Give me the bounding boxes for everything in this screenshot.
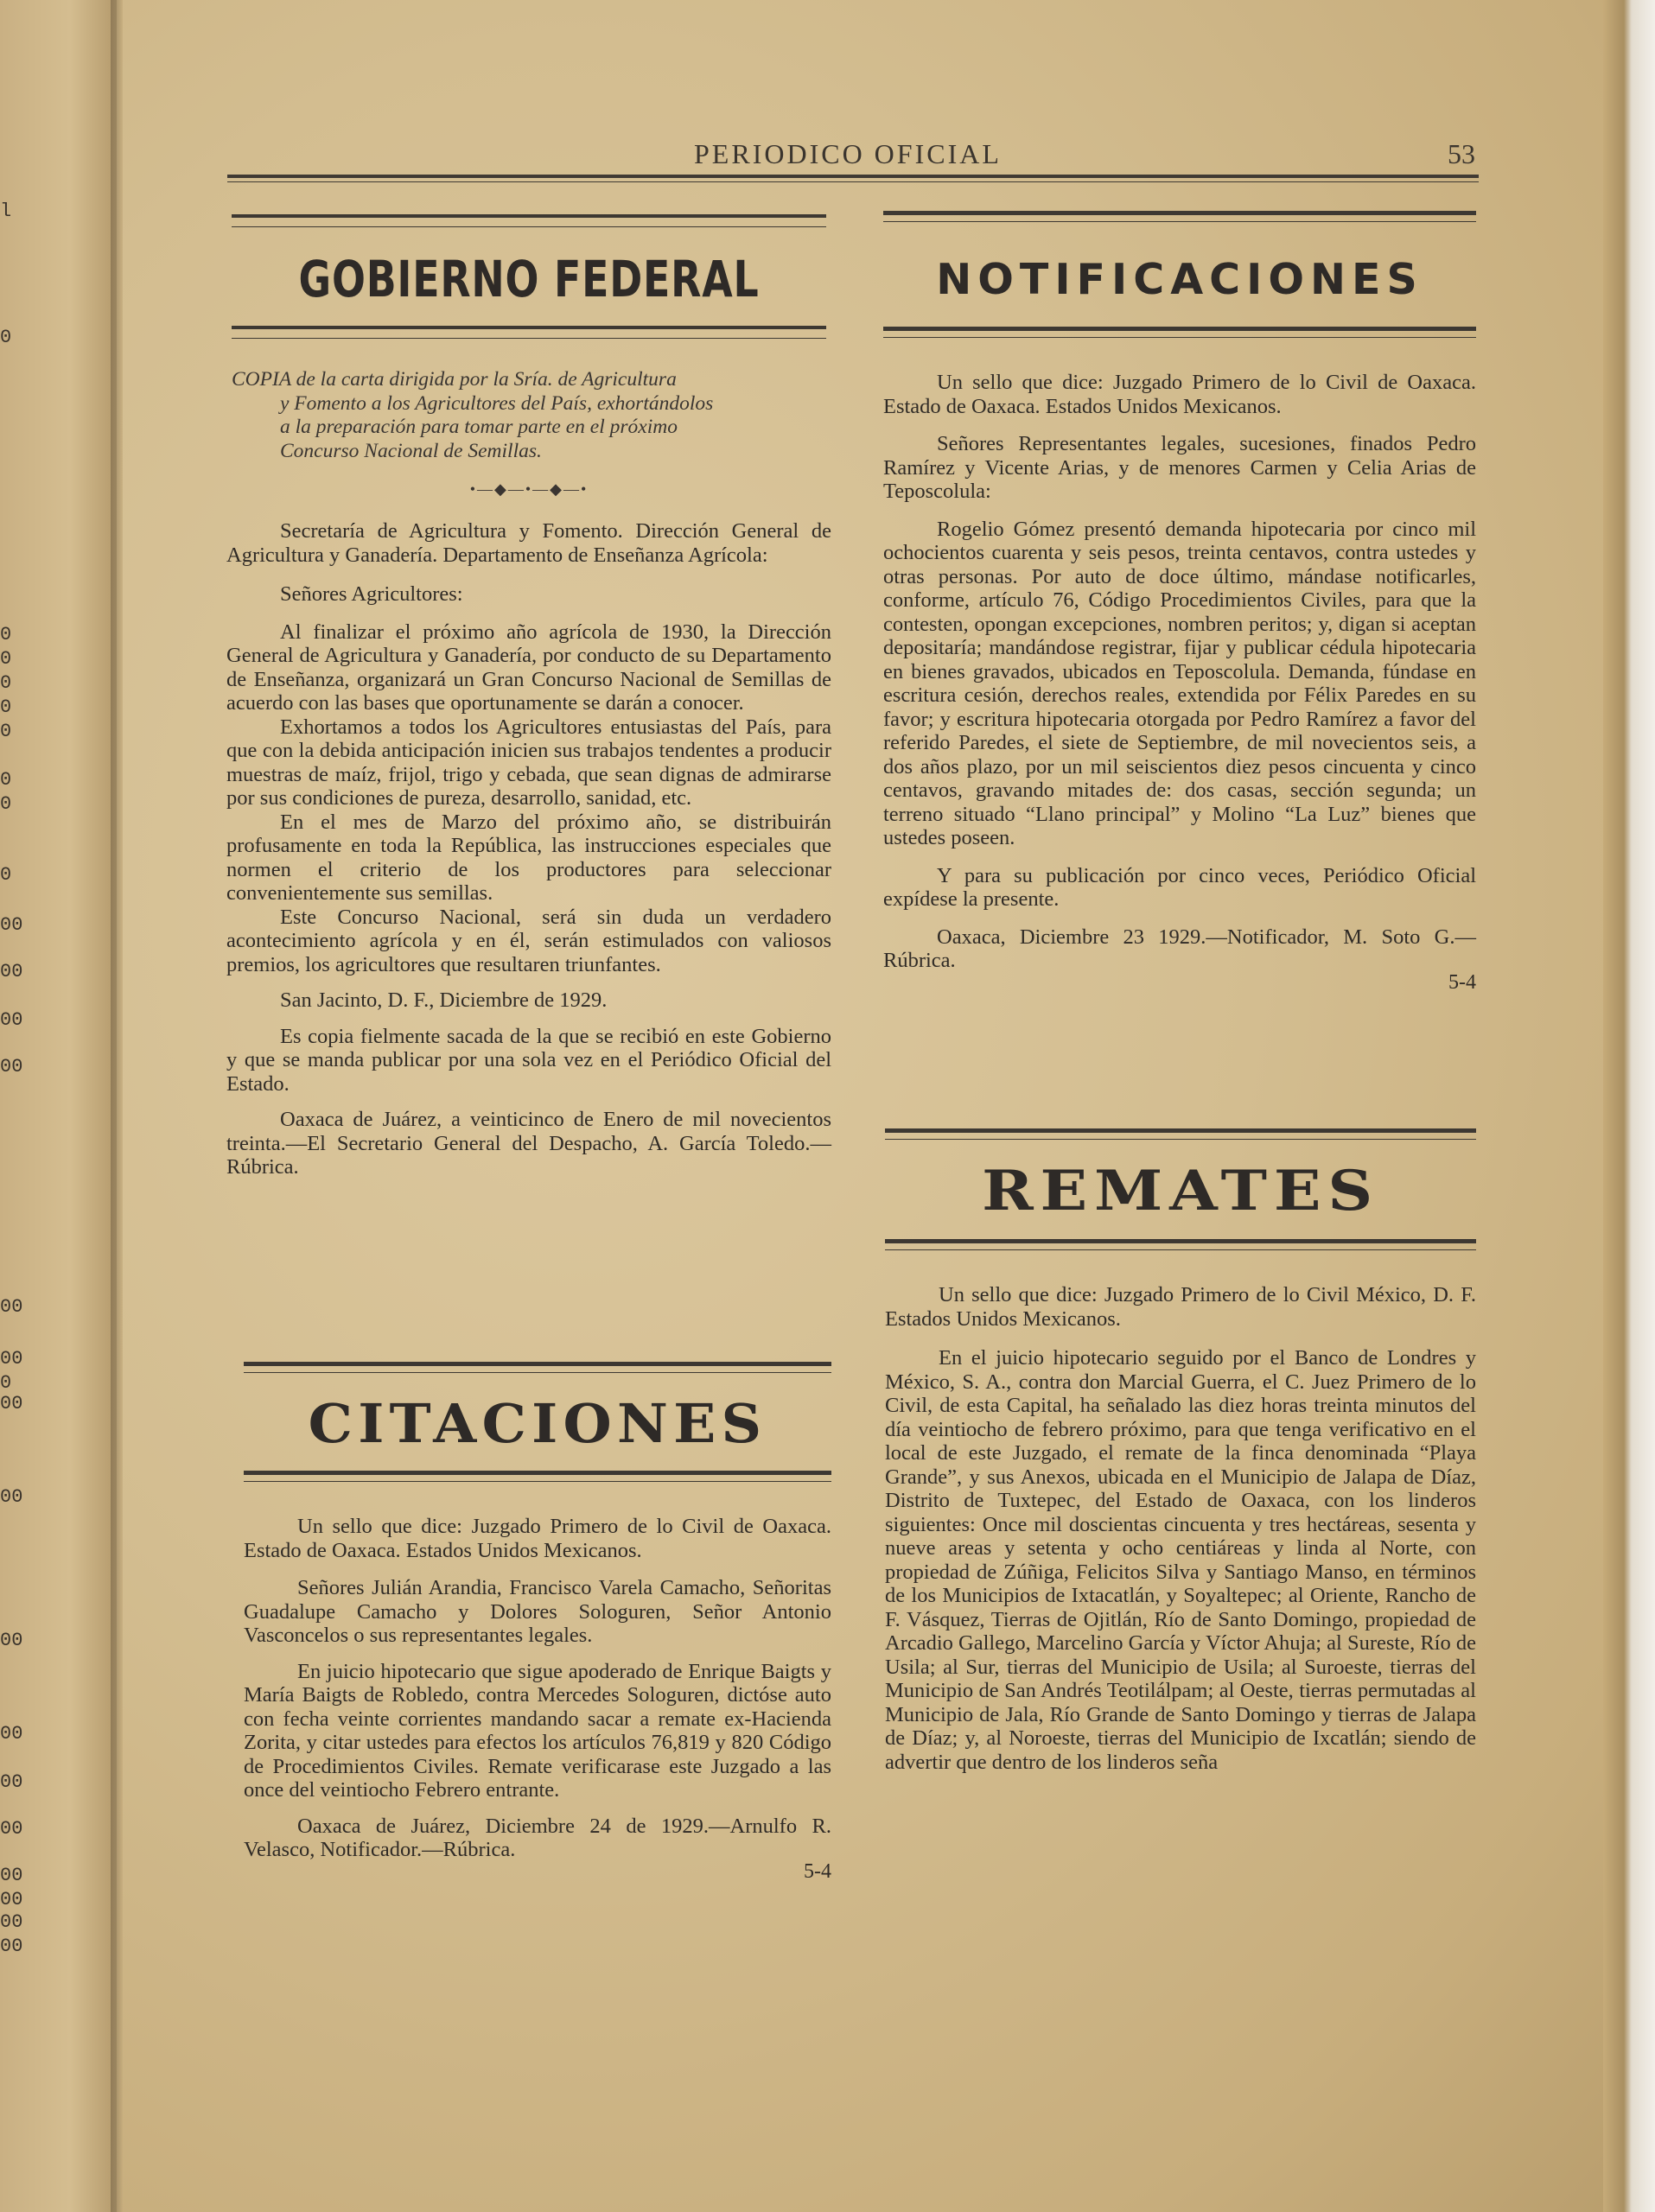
margin-number: 00 [0,1936,23,1957]
paragraph: Señores Representantes legales, sucesiones, finados Pedro Ramírez y Vicente Arias, y de menores Carmen y Celia Arias de Teposcolula: [883,432,1476,503]
paragraph: Rogelio Gómez presentó demanda hipotecaria por cinco mil ochocientos cuarenta y seis pesos, treinta centavos, contra ustedes y otras personas. Por auto de doce último, mándase notificarles, conforme, artículo 76, Código Procedimientos Civiles, para que la contesten, opongan excepciones, nombren peritos; y, digan si aceptan depositaría; mandándose registrar, fijar y publicar cédula hipotecaria en bienes gravados, ubicados en Teposcolula. Demanda, fúndase en escritura cesión, derechos reales, extendida por Félix Paredes en su favor; y escritura hipotecaria otorgada por Pedro Ramírez a favor del referido Paredes, el siete de Septiembre, de mil novecientos seis, a dos años plazo, por un mil seiscientos diez pesos cincuenta y cinco centavos, gravando mitades de: dos casas, sección segunda; un terreno situado “Llano principal” y Molino “La Luz” bienes que ustedes poseen. [883,517,1476,849]
intro-line: y Fomento a los Agricultores del País, exhortándolos [280,391,714,415]
paragraph: Este Concurso Nacional, será sin duda un verdadero acontecimiento agrícola y en él, serán estimulados con valiosos premios, los agricultores que resultaren triunfantes. [226,905,831,976]
notificaciones-title: NOTIFICACIONES [936,255,1423,304]
margin-number: 00 [0,1348,23,1370]
newspaper-title: PERIODICO OFICIAL [694,138,1002,169]
paragraph: Al finalizar el próximo año agrícola de 1930, la Dirección General de Agricultura y Ganadería, por conducto de su Departamento de Enseñanza, organizará un Gran Concurso Nacional de Semillas de acuerdo con las bases que oportunamente se darán a conocer. [226,620,831,715]
margin-number: 0 [0,624,12,645]
remates-section [885,1128,1476,1774]
paragraph: En juicio hipotecario que sigue apoderado de Enrique Baigts y María Baigts de Robledo, contra Mercedes Sologuren, dictóse auto con fecha veinte corrientes mandando sacar a remate ex-Hacienda Zorita, y citar ustedes para efectos los artículos 76,819 y 820 Código de Procedimientos Civiles. Remate verificarase este Juzgado a las once del veintiocho Febrero entrante. [244,1659,831,1802]
section-rule [244,1471,831,1482]
publication-number: 5-4 [804,1859,831,1883]
margin-number: 0 [0,864,12,886]
section-rule [885,1239,1476,1250]
remates-title: REMATES [982,1159,1379,1224]
intro-line: a la preparación para tomar parte en el próximo [280,416,678,438]
margin-number: 00 [0,1865,23,1886]
signature-paragraph: Oaxaca de Juárez, Diciembre 24 de 1929.—Arnulfo R. Velasco, Notificador.—Rúbrica. [244,1814,831,1861]
header-rule-thin [227,181,1479,182]
page-number: 53 [1448,138,1475,169]
paragraph: Exhortamos a todos los Agricultores entusiastas del País, para que con la debida anticipación inicien sus trabajos tendentes a producir muestras de maíz, frijol, trigo y cebada, que sean dignas de admirarse por sus condiciones de pureza, desarrollo, sanidad, etc. [226,715,831,810]
margin-number: 0 [0,721,12,742]
section-rule [885,1128,1476,1140]
margin-number: 0 [0,793,12,815]
margin-number: 0 [0,696,12,718]
section-rule [883,327,1476,338]
dateline: San Jacinto, D. F., Diciembre de 1929. [280,988,608,1012]
margin-number: 00 [0,1818,23,1840]
margin-number: 0 [0,672,12,694]
paragraph: En el mes de Marzo del próximo año, se distribuirán profusamente en toda la República, las instrucciones especiales que normen el criterio de los productores para seleccionar convenientemente sus semillas. [226,810,831,905]
paragraph: Un sello que dice: Juzgado Primero de lo Civil de Oaxaca. Estado de Oaxaca. Estados Unidos Mexicanos. [244,1515,831,1562]
notificaciones-section [883,211,1476,995]
margin-number: 00 [0,1486,23,1508]
paragraph: Es copia fielmente sacada de la que se recibió en este Gobierno y que se manda publicar por una sola vez en el Periódico Oficial del Estado. [226,1024,831,1096]
margin-number: 00 [0,1771,23,1793]
paragraph: Un sello que dice: Juzgado Primero de lo Civil de Oaxaca. Estado de Oaxaca. Estados Unidos Mexicanos. [883,371,1476,418]
page-right-edge [1603,0,1655,2212]
paragraph: Un sello que dice: Juzgado Primero de lo Civil México, D. F. Estados Unidos Mexicanos. [885,1283,1476,1331]
margin-number: 00 [0,961,23,982]
intro-note [226,368,831,463]
signature-paragraph: Oaxaca de Juárez, a veinticinco de Enero de mil novecientos treinta.—El Secretario General del Despacho, A. García Toledo.—Rúbrica. [226,1108,831,1179]
paragraph: Señores Julián Arandia, Francisco Varela Camacho, Señoritas Guadalupe Camacho y Dolores Sologuren, Señor Antonio Vasconcelos o sus representantes legales. [244,1576,831,1647]
margin-number: 00 [0,1889,23,1910]
margin-number: 00 [0,1009,23,1031]
section-rule [232,214,826,227]
citaciones-title: CITACIONES [308,1392,767,1455]
salutation: Señores Agricultores: [280,582,463,606]
section-rule [883,211,1476,222]
intro-line: Concurso Nacional de Semillas. [280,439,542,462]
margin-number: 00 [0,1056,23,1077]
signature-paragraph: Oaxaca, Diciembre 23 1929.—Notificador, M. Soto G.—Rúbrica. [883,925,1476,972]
paragraph: Y para su publicación por cinco veces, Periódico Oficial expídese la presente. [883,863,1476,911]
gobierno-federal-title: GOBIERNO FEDERAL [298,250,760,308]
ornament-divider: •—◆—•—◆—• [469,480,589,498]
left-column [226,214,831,1179]
margin-number: 0 [0,1372,12,1394]
margin-number: 00 [0,1911,23,1933]
intro-line: COPIA de la carta dirigida por la Sría. de Agricultura [232,368,677,391]
margin-number: 00 [0,1296,23,1318]
margin-number: 00 [0,1723,23,1745]
margin-number: 0 [0,327,12,348]
section-rule [244,1362,831,1373]
publication-number: 5-4 [1448,970,1476,994]
margin-number: 0 [0,769,12,791]
margin-number: 0 [0,648,12,670]
margin-number: 00 [0,914,23,936]
margin-number: 00 [0,1630,23,1651]
section-rule [232,326,826,339]
paragraph: En el juicio hipotecario seguido por el Banco de Londres y México, S. A., contra don Marcial Guerra, el C. Juez Primero de lo Civil, de esta Capital, ha señalado las diez horas treinta minutos del día veintiocho de febrero próximo, para que tenga verificativo en el local de este Juzgado, el remate de la finca denominada “Playa Grande”, y sus Anexos, ubicada en el Municipio de Jalapa de Díaz, Distrito de Tuxtepec, del Estado de Oaxaca, con los linderos siguientes: Once mil doscientas cincuenta y tres hectáreas, sesenta y nueve areas y setenta y ocho centiáreas y linda al Norte, con propiedad de Zúñiga, Felicitos Silva y Santiago Manso, en términos de los Municipios de Ixtacatlán, y Soyaltepec; al Oriente, Rancho de F. Vásquez, Tierras de Ojitlán, Río de Santo Domingo, propiedad de Arcadio Gallego, Marcelino García y Víctor Ahuja; al Sureste, Río de Usila; al Sur, tierras del Municipio de Usila; al Suroeste, tierras del Municipio de San Andrés Teotilálpam; al Oeste, tierras permutadas al Municipio de Jala, Río Grande de Santo Domingo y tierras de Jalapa de Díaz; y, al Noroeste, tierras del Municipio de Ixcatlán; siendo de advertir que dentro de los linderos seña [885,1346,1476,1774]
paragraph: Secretaría de Agricultura y Fomento. Dirección General de Agricultura y Ganadería. Departamento de Enseñanza Agrícola: [226,519,831,567]
page-header [227,130,1480,173]
margin-number: 00 [0,1393,23,1414]
page-fold-shadow [111,0,123,2212]
header-rule [227,175,1479,178]
citaciones-section [244,1362,831,1884]
margin-number: l [0,200,12,222]
